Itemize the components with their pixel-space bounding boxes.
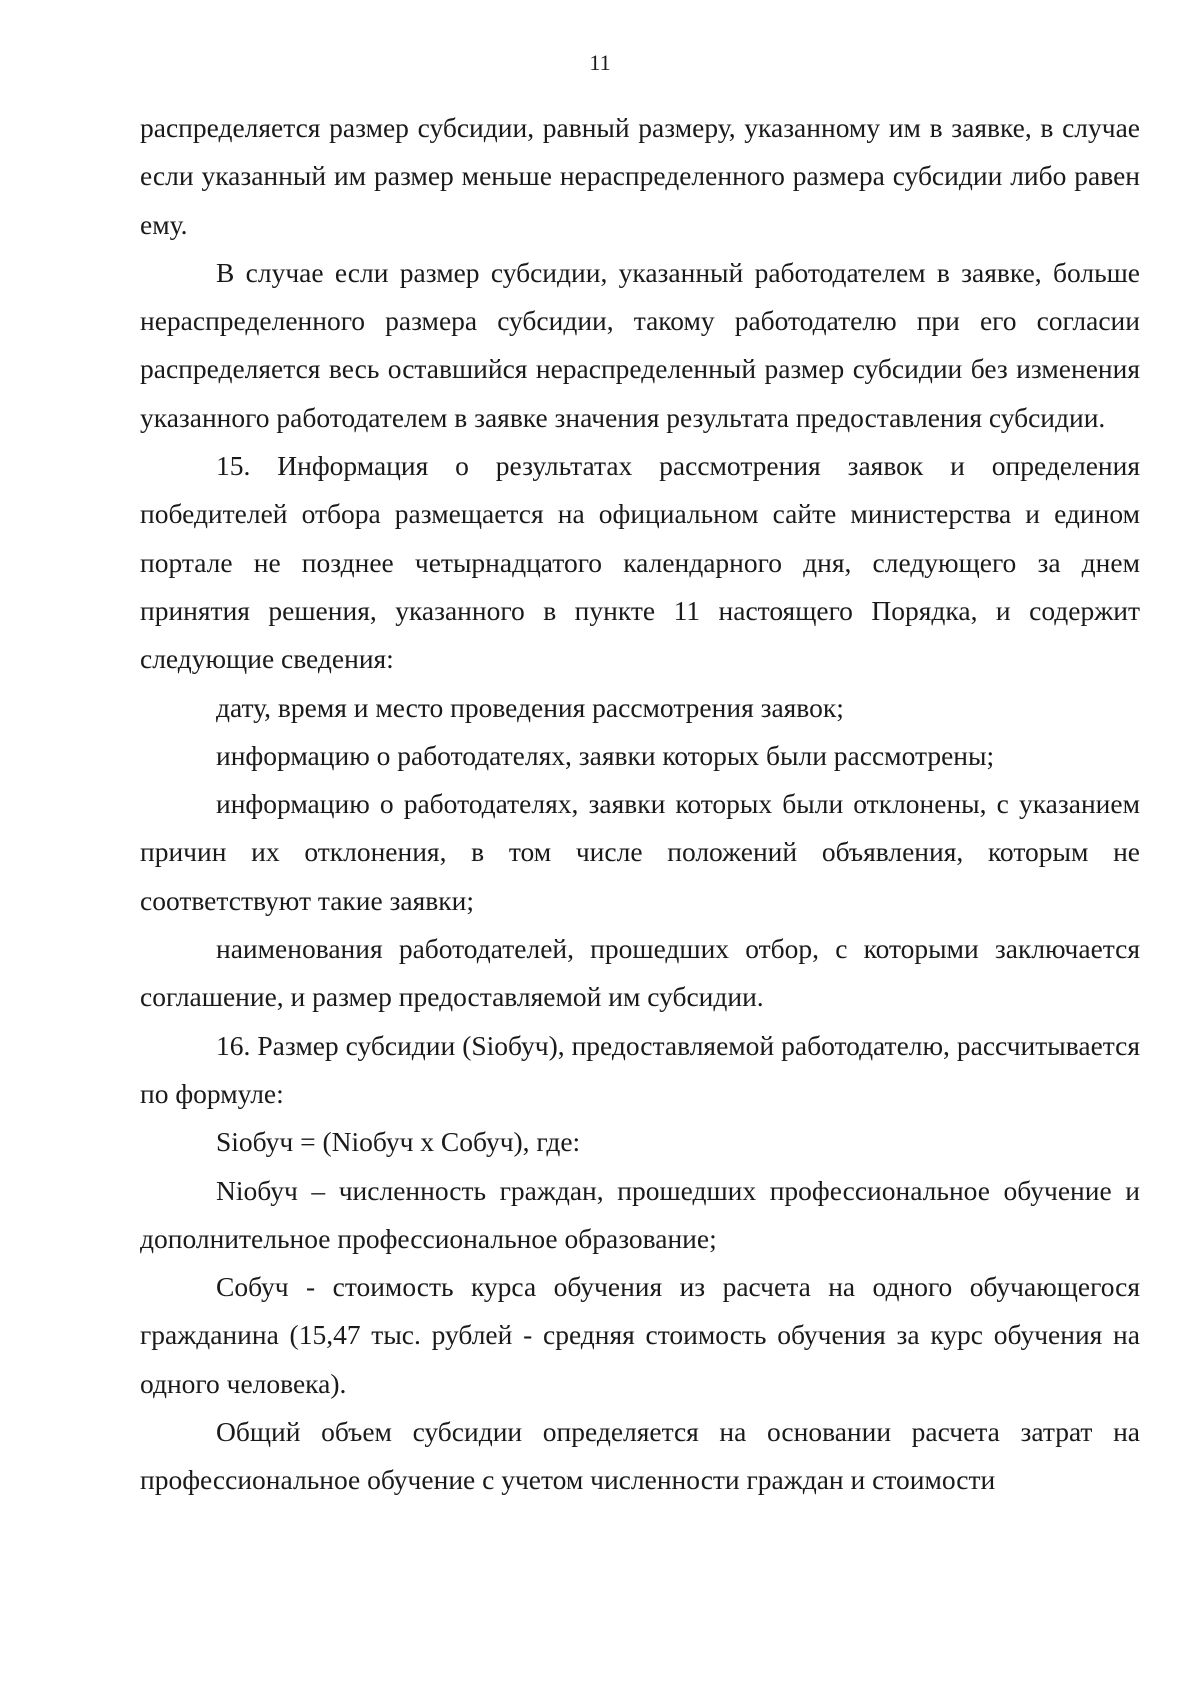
paragraph-10: Niобуч – численность граждан, прошедших профессиональное обучение и дополнительное профессиональное образование; [140, 1174, 1140, 1254]
paragraph-1: распределяется размер субсидии, равный размеру, указанному им в заявке, в случае если указанный им размер меньше нераспределенного размера субсидии либо равен ему. [140, 112, 1140, 240]
paragraph-9: Siобуч = (Niобуч x Cобуч), где: [216, 1126, 581, 1158]
paragraph-8: 16. Размер субсидии (Siобуч), предоставляемой работодателю, рассчитывается по формуле: [140, 1029, 1140, 1109]
document-body [140, 104, 1140, 1505]
paragraph-11: Cобуч - стоимость курса обучения из расчета на одного обучающегося гражданина (15,47 тыс. рублей - средняя стоимость обучения за курс обучения на одного человека). [140, 1271, 1140, 1399]
paragraph-5: информацию о работодателях, заявки которых были рассмотрены; [216, 739, 995, 771]
paragraph-3: 15. Информация о результатах рассмотрения заявок и определения победителей отбора размещается на официальном сайте министерства и едином портале не позднее четырнадцатого календарного дня, следующего за днем принятия решения, указанного в пункте 11 настоящего Порядка, и содержит следующие сведения: [140, 450, 1140, 675]
paragraph-4: дату, время и место проведения рассмотрения заявок; [216, 691, 844, 723]
paragraph-6: информацию о работодателях, заявки которых были отклонены, с указанием причин их отклонения, в том числе положений объявления, которым не соответствуют такие заявки; [140, 788, 1140, 916]
page-number: 11 [589, 50, 611, 75]
paragraph-7: наименования работодателей, прошедших отбор, с которыми заключается соглашение, и размер предоставляемой им субсидии. [140, 933, 1140, 1013]
paragraph-2: В случае если размер субсидии, указанный работодателем в заявке, больше нераспределенного размера субсидии, такому работодателю при его согласии распределяется весь оставшийся нераспределенный размер субсидии без изменения указанного работодателем в заявке значения результата предоставления субсидии. [140, 256, 1140, 433]
paragraph-12: Общий объем субсидии определяется на основании расчета затрат на профессиональное обучение с учетом численности граждан и стоимости [140, 1416, 1140, 1496]
